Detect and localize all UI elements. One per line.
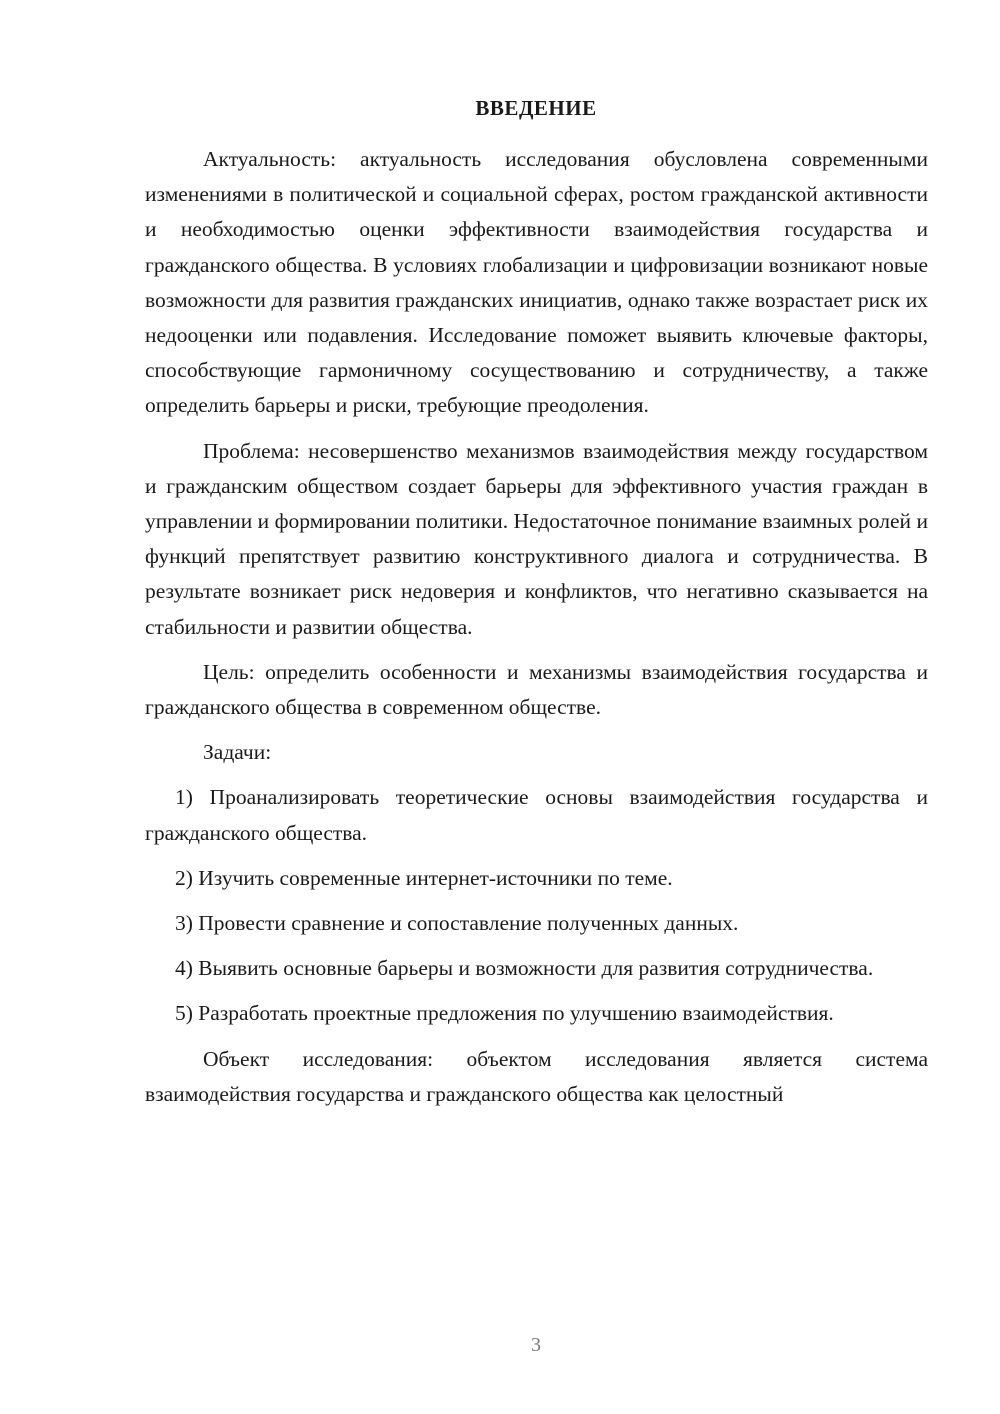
page-body: [145, 142, 928, 1112]
task-item-3: 3) Провести сравнение и сопоставление полученных данных.: [175, 911, 739, 936]
task-item-5: 5) Разработать проектные предложения по улучшению взаимодействия.: [175, 1001, 834, 1026]
relevance-paragraph: Актуальность: актуальность исследования обусловлена современными изменениями в политической и социальной сферах, ростом гражданской активности и необходимостью оценки эффективности взаимодействия государства и гражданского общества. В условиях глобализации и цифровизации возникают новые возможности для развития гражданских инициатив, однако также возрастает риск их недооценки или подавления. Исследование поможет выявить ключевые факторы, способствующие гармоничному сосуществованию и сотрудничеству, а также определить барьеры и риски, требующие преодоления.: [145, 147, 928, 418]
page-title: ВВЕДЕНИЕ: [475, 96, 597, 120]
goal-paragraph: Цель: определить особенности и механизмы взаимодействия государства и гражданского общества в современном обществе.: [145, 659, 928, 720]
task-item-1: 1) Проанализировать теоретические основы взаимодействия государства и гражданского общества.: [145, 785, 928, 845]
task-item-2: 2) Изучить современные интернет-источники по теме.: [175, 865, 673, 890]
problem-paragraph: Проблема: несовершенство механизмов взаимодействия между государством и гражданским обществом создает барьеры для эффективного участия граждан в управлении и формировании политики. Недостаточное понимание взаимных ролей и функций препятствует развитию конструктивного диалога и сотрудничества. В результате возникает риск недоверия и конфликтов, что негативно сказывается на стабильности и развитии общества.: [145, 438, 928, 639]
object-paragraph: Объект исследования: объектом исследования является система взаимодействия государства и гражданского общества как целостный: [145, 1046, 928, 1106]
tasks-label: Задачи:: [203, 740, 272, 765]
task-item-4: 4) Выявить основные барьеры и возможности для развития сотрудничества.: [175, 956, 874, 981]
page-number: 3: [531, 1334, 541, 1356]
